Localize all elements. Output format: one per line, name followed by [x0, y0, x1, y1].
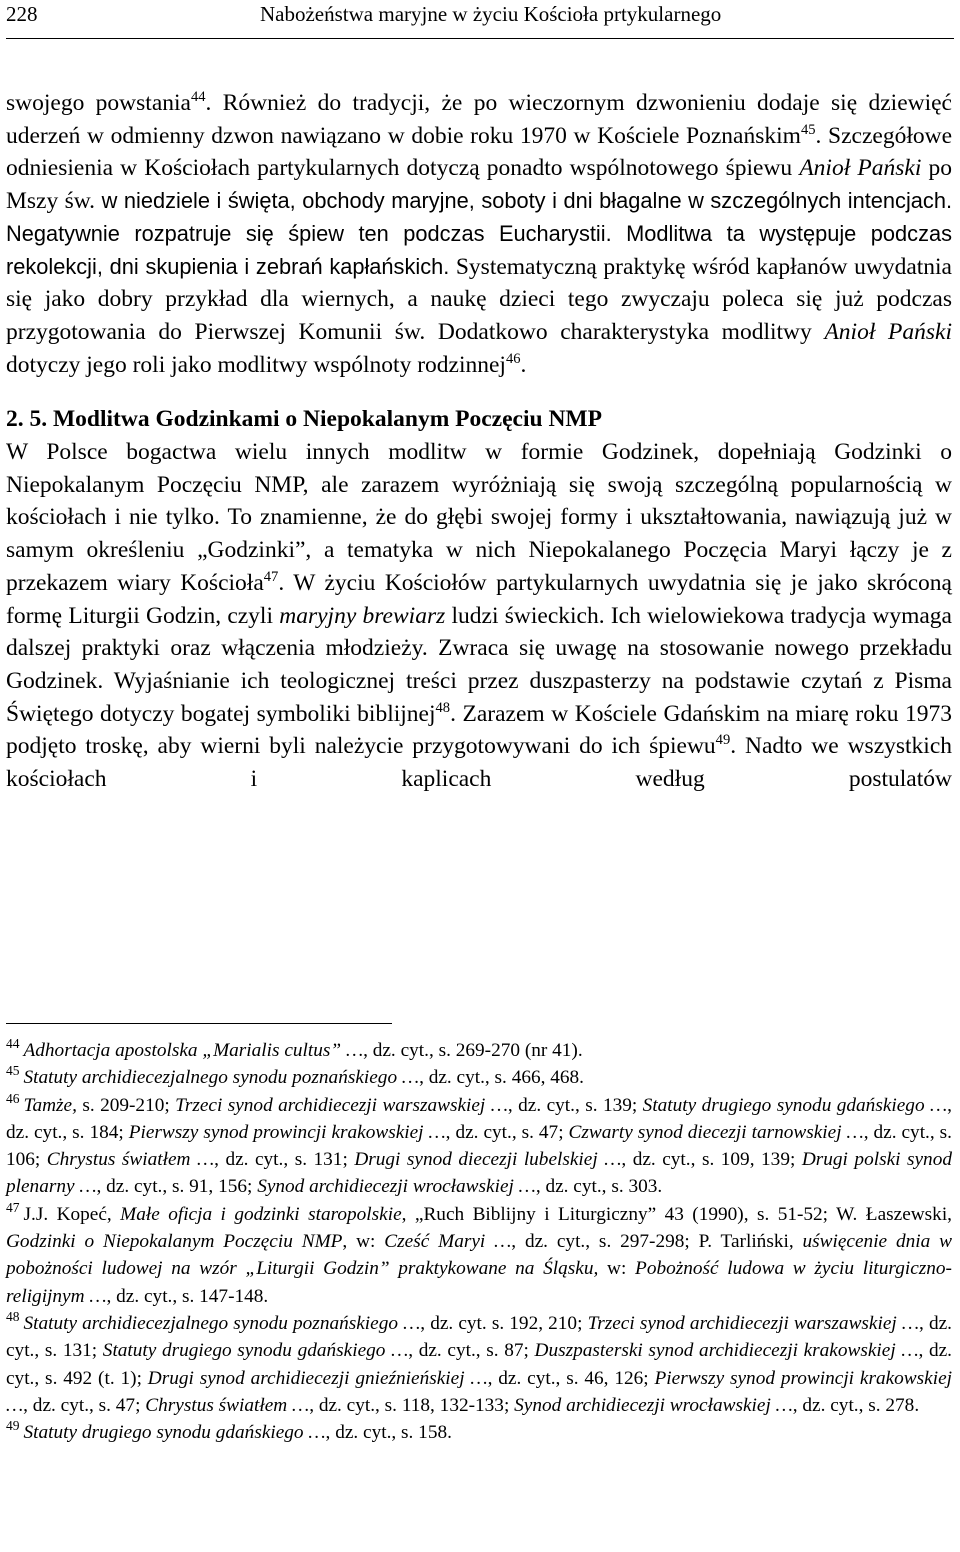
italic-term: Anioł Pański: [824, 318, 953, 345]
citation-text: , dz. cyt. s. 192, 210;: [420, 1312, 588, 1334]
text-run: .: [520, 351, 527, 378]
citation-title: Godzinki o Niepokalanym Poczęciu NMP: [6, 1231, 343, 1253]
paragraph-1: [6, 87, 952, 381]
footnote-47: [6, 1201, 952, 1310]
footnote-49: [6, 1419, 952, 1446]
italic-term: maryjny brewiarz: [279, 602, 446, 629]
citation-title: Statuty drugiego synodu gdańskiego …: [642, 1094, 948, 1116]
citation-title: Drugi polski synod plenarny …: [6, 1149, 952, 1198]
citation-title: Statuty drugiego synodu gdańskiego …: [23, 1422, 326, 1444]
citation-text: , dz. cyt., s. 297-298; P. Tarliński,: [511, 1231, 803, 1253]
footnote-number: 44: [6, 1036, 20, 1051]
citation-text: , dz. cyt., s. 466, 468.: [419, 1067, 585, 1089]
footnote-ref-44[interactable]: 44: [190, 89, 206, 105]
citation-title: Chrystus światłem …: [145, 1394, 310, 1416]
footnote-ref-49[interactable]: 49: [715, 732, 731, 749]
page-number: 228: [6, 2, 38, 26]
citation-text: , dz. cyt., s. 278.: [792, 1394, 920, 1416]
footnote-number: 48: [6, 1308, 20, 1324]
text-run: dotyczy jego roli jako modlitwy wspólnoty rodzinnej: [6, 351, 506, 378]
citation-title: Pierwszy synod prowincji krakowskiej …: [128, 1121, 446, 1143]
footnote-44: [6, 1037, 952, 1064]
citation-text: J.J. Kopeć,: [23, 1203, 121, 1225]
footnote-number: 49: [6, 1418, 20, 1434]
text-run: . Nadto we wszystkich kościołach i kaplicach według postulatów: [6, 733, 953, 793]
citation-text: , dz. cyt., s. 303.: [535, 1176, 663, 1198]
citation-text: , dz. cyt., s. 158.: [325, 1422, 452, 1444]
citation-text: , dz. cyt., s. 184;: [6, 1094, 952, 1143]
citation-title: Adhortacja apostolska „Marialis cultus” …: [23, 1040, 364, 1061]
text-run: . Zarazem w Kościele Gdańskim na miarę roku 1973 podjęto troskę, aby wierni byli należycie przygotowywani do ich śpiewu: [6, 700, 952, 760]
footnote-ref-47[interactable]: 47: [263, 568, 279, 585]
citation-text: , dz. cyt., s. 131;: [6, 1312, 952, 1362]
citation-title: Statuty archidiecezjalnego synodu poznańskiego …: [23, 1067, 420, 1089]
citation-title: Statuty archidiecezjalnego synodu poznańskiego …: [23, 1312, 421, 1334]
citation-title: Trzeci synod archidiecezji warszawskiej …: [587, 1312, 920, 1334]
text-run: ludzi świeckich. Ich wielowiekowa tradycja wymaga dalszej praktyki oraz włączenia młodzieży. Zwraca się uwagę na stosowanie nowego przekładu Godzinek. Wyjaśnianie ich teologicznej treści przez duszpasterzy na podstawie czytań z Pisma Świętego dotyczy bogatej symboliki biblijnej: [6, 602, 952, 727]
footnote-ref-46[interactable]: 46: [505, 350, 521, 367]
paragraph-2: [6, 436, 952, 796]
citation-title: Małe oficja i godzinki staropolskie: [120, 1203, 402, 1225]
citation-title: Trzeci synod archidiecezji warszawskiej …: [175, 1094, 508, 1116]
citation-text: s. 209-210;: [76, 1094, 176, 1116]
citation-text: , dz. cyt., s. 47;: [23, 1394, 146, 1416]
citation-title: Synod archidiecezji wrocławskiej …: [257, 1176, 536, 1198]
footnote-45: [6, 1064, 952, 1091]
citation-text: , dz. cyt., s. 47;: [445, 1121, 569, 1143]
citation-title: Tamże,: [23, 1094, 77, 1116]
footnote-number: 46: [6, 1090, 20, 1106]
citation-title: Pierwszy synod prowincji krakowskiej …: [6, 1367, 952, 1416]
footnote-48: [6, 1310, 952, 1419]
citation-title: Synod archidiecezji wrocławskiej …: [514, 1394, 793, 1416]
section-heading: 2. 5. Modlitwa Godzinkami o Niepokalanym Poczęciu NMP: [6, 406, 602, 433]
footnote-separator: [6, 1023, 392, 1024]
citation-title: Pobożność ludowa w życiu liturgiczno-religijnym …: [6, 1258, 952, 1307]
text-run: po Mszy św.: [6, 155, 953, 215]
citation-text: , dz. cyt., s. 91, 156;: [96, 1176, 258, 1198]
footnotes: [6, 1037, 952, 1446]
citation-text: , „Ruch Biblijny i Liturgiczny” 43 (1990), s. 51-52; W. Łaszewski,: [401, 1203, 952, 1225]
text-run: W Polsce bogactwa wielu innych modlitw w formie Godzinek, dopełniają Godzinki o Niepokalanym Poczęciu NMP, ale zarazem wyróżniają się swoją szczególną popularnością w kościołach i nie tylko. To znamienne, że do głębi swojej formy i ukształtowania, nawiązują już w samym określeniu „Godzinki”, a tematyka w nich Niepokalanego Poczęcia Maryi łączy je z przekazem wiary Kościoła: [6, 439, 952, 596]
citation-text: , dz. cyt., s. 131;: [214, 1149, 355, 1171]
citation-title: Statuty drugiego synodu gdańskiego …: [102, 1340, 409, 1362]
italic-term: Anioł Pański: [799, 155, 922, 182]
main-text: [6, 87, 952, 796]
running-header: [6, 0, 954, 39]
citation-text: , dz. cyt., s. 147-148.: [106, 1285, 269, 1307]
text-run: . Szczegółowe odniesienia w Kościołach partykularnych dotyczą ponadto wspólnotowego śpiewu: [6, 122, 952, 182]
footnote-ref-48[interactable]: 48: [435, 699, 451, 716]
citation-text: , dz. cyt., s. 269-270 (nr 41).: [363, 1040, 583, 1061]
footnote-number: 45: [6, 1063, 20, 1079]
citation-title: Drugi synod diecezji lubelskiej …: [354, 1149, 622, 1171]
citation-text: , w:: [342, 1231, 385, 1253]
citation-title: Chrystus światłem …: [46, 1149, 215, 1171]
citation-text: , dz. cyt., s. 118, 132-133;: [309, 1394, 515, 1416]
running-title: Nabożeństwa maryjne w życiu Kościoła prtykularnego: [260, 2, 722, 26]
citation-text: , dz. cyt., s. 46, 126;: [487, 1367, 655, 1389]
citation-text: w:: [598, 1258, 636, 1280]
footnote-ref-45[interactable]: 45: [800, 121, 816, 138]
text-run: . Również do tradycji, że po wieczornym dzwonieniu dodaje się dziewięć uderzeń w odmienny dzwon nawiązano w dobie roku 1970 w Kościele Poznańskim: [6, 90, 952, 149]
text-run: Systematyczną praktykę wśród kapłanów uwydatnia się jako dobry przykład dla wiernych, a naukę dzieci tego zwyczaju poleca się już podczas przygotowania do Pierwszej Komunii św. Dodatkowo charakterystyka modlitwy: [6, 253, 952, 345]
text-run: swojego powstania: [6, 90, 191, 116]
text-run-sans: w niedziele i święta, obchody maryjne, soboty i dni błagalne w szczególnych intencjach. Negatywnie rozpatruje się śpiew ten podczas Eucharystii. Modlitwa ta występuje podczas rekolekcji, dni skupienia i zebrań kapłańskich.: [6, 188, 952, 279]
citation-title: uświęcenie dnia w pobożności ludowej na wzór „Liturgii Godzin” praktykowane na Śląsku,: [6, 1231, 952, 1280]
citation-title: Drugi synod archidiecezji gnieźnieńskiej …: [147, 1367, 488, 1389]
text-run: . W życiu Kościołów partykularnych uwydatnia się je jako skróconą formę Liturgii Godzin, czyli: [6, 569, 952, 629]
footnote-number: 47: [6, 1199, 20, 1215]
footnote-46: [6, 1092, 952, 1201]
citation-title: Czwarty synod diecezji tarnowskiej …: [568, 1121, 864, 1143]
citation-text: , dz. cyt., s. 139;: [507, 1094, 643, 1116]
citation-text: , dz. cyt., s. 106;: [6, 1121, 952, 1171]
citation-title: Cześć Maryi …: [384, 1231, 512, 1253]
citation-text: , dz. cyt., s. 492 (t. 1);: [6, 1340, 953, 1389]
citation-text: , dz. cyt., s. 87;: [408, 1340, 535, 1362]
citation-text: , dz. cyt., s. 109, 139;: [621, 1149, 802, 1171]
citation-title: Duszpasterski synod archidiecezji krakowskiej …: [534, 1340, 919, 1362]
